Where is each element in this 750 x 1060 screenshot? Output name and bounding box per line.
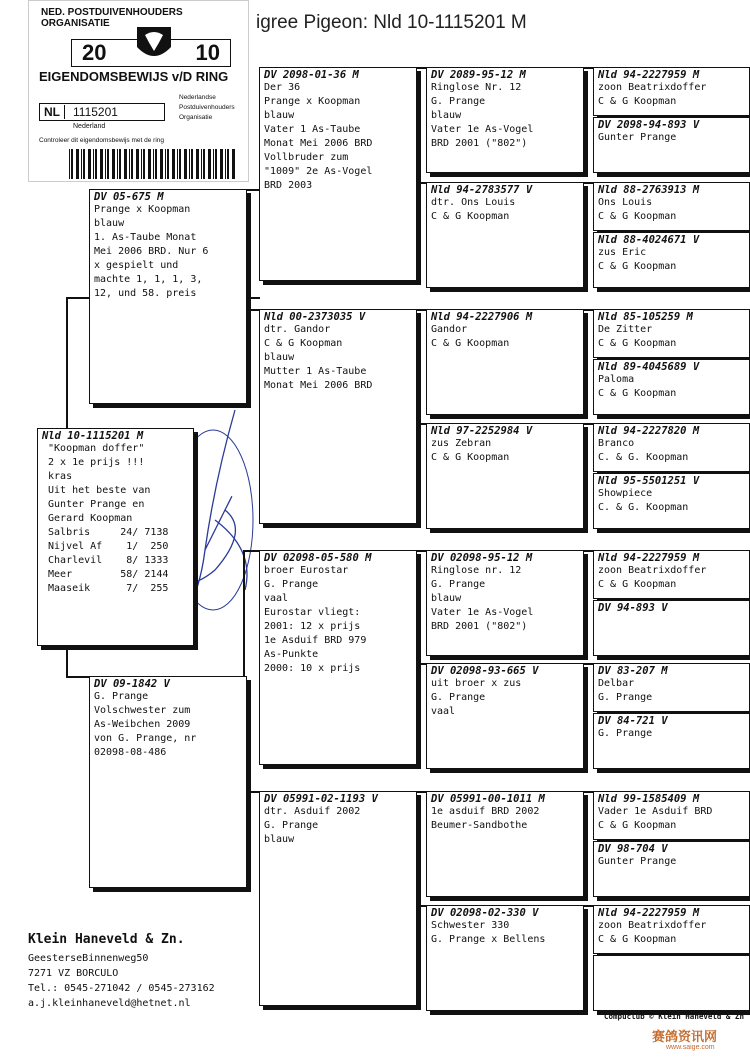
pigeon-info-line: C. & G. Koopman: [598, 452, 689, 463]
ring-number: DV 02098-95-12 M: [431, 552, 533, 564]
pigeon-info-line: G. Prange: [94, 691, 149, 702]
barcode-bar: [155, 149, 157, 179]
barcode-bar: [196, 149, 199, 179]
pigeon-info-line: Meer 58/ 2144: [42, 569, 169, 580]
ring-number: Nld 00-2373035 V: [264, 311, 366, 323]
breeder-phone: Tel.: 0545-271042 / 0545-273162: [28, 983, 215, 994]
pigeon-info-line: Beumer-Sandbothe: [431, 820, 528, 831]
pigeon-info-line: Maaseik 7/ 255: [42, 583, 169, 594]
pigeon-info-line: Schwester 330: [431, 920, 510, 931]
pigeon-info-line: blauw: [264, 352, 295, 363]
barcode-bar: [107, 149, 109, 179]
npo-line: Nederlandse: [179, 94, 216, 101]
pigeon-info-line: 2000: 10 x prijs: [264, 663, 361, 674]
compuclub-credit: Compuclub © Klein Haneveld & Zn: [604, 1012, 744, 1021]
watermark-url: www.saige.com: [666, 1044, 715, 1051]
ring-number: [594, 956, 749, 957]
pigeon-info-line: Monat Mei 2006 BRD: [264, 380, 373, 391]
year-left: 20: [82, 40, 107, 65]
ring-number: DV 84-721 V: [598, 715, 668, 727]
npo-text: [179, 93, 235, 123]
pedigree-box-g3b: [593, 359, 750, 415]
pigeon-info-line: blauw: [264, 110, 295, 121]
pigeon-info-line: Monat Mei 2006 BRD: [264, 138, 373, 149]
barcode-bar: [184, 149, 187, 179]
pedigree-box-g8b: [593, 955, 750, 1011]
ring-number: Nld 94-2227906 M: [431, 311, 533, 323]
barcode-bar: [83, 149, 85, 179]
barcode-bar: [191, 149, 193, 179]
pigeon-info-line: 2001: 12 x prijs: [264, 621, 361, 632]
barcode-bar: [177, 149, 178, 179]
ownership-label: EIGENDOMSBEWIJS v/D RING: [39, 69, 229, 84]
pigeon-info-line: G. Prange: [431, 579, 486, 590]
pigeon-info-line: blauw: [94, 218, 125, 229]
barcode-bar: [201, 149, 202, 179]
pedigree-box-g4b: [593, 473, 750, 529]
pedigree-box-dss: [426, 550, 584, 656]
pedigree-box-ss: [259, 67, 417, 281]
pigeon-info-line: C & G Koopman: [431, 338, 510, 349]
npo-line: Postduivenhouders: [179, 104, 235, 111]
page-title: igree Pigeon: Nld 10-1115201 M: [256, 12, 527, 33]
ring-number: DV 94-893 V: [598, 602, 668, 614]
pigeon-info-line: "1009" 2e As-Vogel: [264, 166, 373, 177]
organisation-name: NED. POSTDUIVENHOUDERS ORGANISATIE: [41, 7, 183, 29]
pedigree-box-ddd: [426, 905, 584, 1011]
barcode-bar: [81, 149, 82, 179]
pigeon-info-line: 1e Asduif BRD 979: [264, 635, 367, 646]
pedigree-box-g4a: [593, 423, 750, 472]
pigeon-info-line: dtr. Gandor: [264, 324, 331, 335]
barcode-bar: [153, 149, 154, 179]
pigeon-info-line: Vater 1e As-Vogel: [431, 124, 534, 135]
card-note: Controleer dit eigendomsbewijs met de ring: [39, 137, 165, 144]
ring-number: DV 2098-94-893 V: [598, 119, 700, 131]
pigeon-info-line: C & G Koopman: [598, 579, 677, 590]
pigeon-info-line: Paloma: [598, 374, 635, 385]
breeder-city: 7271 VZ BORCULO: [28, 968, 119, 979]
pedigree-box-dds: [426, 791, 584, 897]
pigeon-info-line: G. Prange: [598, 728, 653, 739]
pedigree-box-dam: [89, 676, 247, 888]
lion-logo: [131, 21, 177, 65]
barcode-bar: [76, 149, 79, 179]
pigeon-info-line: vaal: [431, 706, 456, 717]
ring-number: Nld 85-105259 M: [598, 311, 693, 323]
barcode-bar: [141, 149, 142, 179]
barcode-bar: [208, 149, 211, 179]
pigeon-info-line: zoon Beatrixdoffer: [598, 920, 707, 931]
pigeon-info-line: Vater 1 As-Taube: [264, 124, 361, 135]
pedigree-box-g5b: [593, 600, 750, 656]
barcode-bar: [167, 149, 169, 179]
ring-number: DV 02098-02-330 V: [431, 907, 539, 919]
pigeon-info-line: De Zitter: [598, 324, 653, 335]
pigeon-info-line: BRD 2001 ("802"): [431, 138, 528, 149]
barcode-bar: [124, 149, 127, 179]
barcode-bar: [189, 149, 190, 179]
pigeon-info-line: dtr. Ons Louis: [431, 197, 516, 208]
pigeon-info-line: zus Eric: [598, 247, 647, 258]
pigeon-info-line: C & G Koopman: [598, 820, 677, 831]
pedigree-box-g7a: [593, 791, 750, 840]
pigeon-info-line: 02098-08-486: [94, 747, 167, 758]
ring-number: Nld 99-1585409 M: [598, 793, 700, 805]
pedigree-box-g6a: [593, 663, 750, 712]
pedigree-box-ssd: [426, 182, 584, 288]
pigeon-info-line: Gerard Koopman: [42, 513, 133, 524]
barcode-bar: [131, 149, 133, 179]
pigeon-info-line: C & G Koopman: [431, 452, 510, 463]
pigeon-info-line: Ringlose Nr. 12: [431, 82, 522, 93]
pigeon-info-line: Gunter Prange: [598, 132, 677, 143]
ring-number: Nld 89-4045689 V: [598, 361, 700, 373]
pigeon-info-line: Der 36: [264, 82, 301, 93]
pedigree-box-g2b: [593, 232, 750, 288]
pigeon-info-line: Delbar: [598, 678, 635, 689]
pigeon-info-line: vaal: [264, 593, 289, 604]
ring-number: Nld 88-4024671 V: [598, 234, 700, 246]
barcode-bar: [93, 149, 94, 179]
pigeon-info-line: Prange x Koopman: [94, 204, 191, 215]
barcode-bar: [213, 149, 214, 179]
pigeon-info-line: G. Prange: [598, 692, 653, 703]
pigeon-info-line: Charlevil 8/ 1333: [42, 555, 169, 566]
pigeon-info-line: blauw: [431, 593, 462, 604]
ring-number: DV 2098-01-36 M: [264, 69, 359, 81]
ring-number: 1115201: [73, 105, 118, 119]
pigeon-info-line: Mei 2006 BRD. Nur 6: [94, 246, 209, 257]
pigeon-info-line: broer Eurostar: [264, 565, 349, 576]
ring-number: DV 02098-93-665 V: [431, 665, 539, 677]
barcode-bar: [227, 149, 229, 179]
pigeon-info-line: C & G Koopman: [264, 338, 343, 349]
pigeon-info-line: C & G Koopman: [598, 338, 677, 349]
barcode: [69, 149, 239, 179]
pedigree-box-g2a: [593, 182, 750, 231]
pedigree-box-sdd: [426, 423, 584, 529]
pedigree-box-g5a: [593, 550, 750, 599]
watermark-logo: 赛鸽资讯网: [652, 1029, 718, 1044]
ownership-certificate: [28, 0, 249, 182]
pedigree-box-dd: [259, 791, 417, 1006]
connector-line: [243, 550, 245, 646]
pedigree-box-g6b: [593, 713, 750, 769]
barcode-bar: [112, 149, 115, 179]
breeder-email[interactable]: a.j.kleinhaneveld@hetnet.nl: [28, 998, 191, 1009]
pigeon-info-line: Vollbruder zum: [264, 152, 349, 163]
breeder-address: GeestersеBinnenweg50: [28, 953, 149, 964]
connector-line: [66, 646, 68, 676]
pedigree-box-g3a: [593, 309, 750, 358]
pigeon-info-line: von G. Prange, nr: [94, 733, 197, 744]
pedigree-box-sds: [426, 309, 584, 415]
breeder-name: Klein Haneveld & Zn.: [28, 932, 185, 947]
pigeon-info-line: kras: [42, 471, 73, 482]
ring-number: DV 05991-00-1011 M: [431, 793, 545, 805]
ring-number: Nld 95-5501251 V: [598, 475, 700, 487]
pigeon-info-line: C & G Koopman: [598, 934, 677, 945]
ring-number: Nld 88-2763913 M: [598, 184, 700, 196]
pigeon-info-line: Showpiece: [598, 488, 653, 499]
pedigree-box-g1a: [593, 67, 750, 116]
pigeon-info-line: x gespielt und: [94, 260, 179, 271]
pedigree-box-subject: [37, 428, 194, 646]
ring-number: Nld 97-2252984 V: [431, 425, 533, 437]
pigeon-info-line: Nijvel Af 1/ 250: [42, 541, 169, 552]
year-right: 10: [195, 40, 220, 65]
barcode-bar: [95, 149, 97, 179]
pigeon-info-line: C & G Koopman: [598, 211, 677, 222]
pedigree-box-sss: [426, 67, 584, 173]
ring-number: Nld 94-2227959 M: [598, 69, 700, 81]
connector-line: [243, 646, 245, 676]
ring-number: Nld 94-2227959 M: [598, 552, 700, 564]
pigeon-info-line: Gunter Prange: [598, 856, 677, 867]
barcode-bar: [100, 149, 103, 179]
npo-line: Organisatie: [179, 114, 213, 121]
pigeon-info-line: dtr. Asduif 2002: [264, 806, 361, 817]
barcode-bar: [179, 149, 181, 179]
ring-number: Nld 10-1115201 M: [42, 430, 144, 442]
pigeon-info-line: machte 1, 1, 1, 3,: [94, 274, 203, 285]
ring-number: Nld 94-2783577 V: [431, 184, 533, 196]
barcode-bar: [225, 149, 226, 179]
ring-number: DV 02098-05-580 M: [264, 552, 372, 564]
ring-number: Nld 94-2227959 M: [598, 907, 700, 919]
pigeon-info-line: C & G Koopman: [431, 211, 510, 222]
pedigree-box-ds: [259, 550, 417, 765]
pigeon-info-line: zoon Beatrixdoffer: [598, 82, 707, 93]
pigeon-info-line: Vater 1e As-Vogel: [431, 607, 534, 618]
barcode-bar: [232, 149, 235, 179]
pigeon-info-line: Uit het beste van: [42, 485, 151, 496]
pigeon-info-line: zoon Beatrixdoffer: [598, 565, 707, 576]
pigeon-info-line: C & G Koopman: [598, 388, 677, 399]
pigeon-info-line: 2 x 1e prijs !!!: [42, 457, 145, 468]
pigeon-info-line: Salbris 24/ 7138: [42, 527, 169, 538]
pigeon-info-line: Ons Louis: [598, 197, 653, 208]
pigeon-info-line: G. Prange x Bellens: [431, 934, 546, 945]
pigeon-info-line: BRD 2001 ("802"): [431, 621, 528, 632]
barcode-bar: [129, 149, 130, 179]
ring-number: DV 2089-95-12 M: [431, 69, 526, 81]
pigeon-info-line: zus Zebran: [431, 438, 492, 449]
ring-number: DV 05-675 M: [94, 191, 164, 203]
barcode-bar: [165, 149, 166, 179]
pigeon-info-line: G. Prange: [431, 96, 486, 107]
ring-number: DV 05991-02-1193 V: [264, 793, 378, 805]
pigeon-info-line: "Koopman doffer": [42, 443, 145, 454]
barcode-bar: [119, 149, 121, 179]
connector-line: [66, 297, 90, 299]
pigeon-info-line: Volschwester zum: [94, 705, 191, 716]
pigeon-info-line: As-Punkte: [264, 649, 319, 660]
pigeon-info-line: uit broer x zus: [431, 678, 522, 689]
ring-number: Nld 94-2227820 M: [598, 425, 700, 437]
pigeon-info-line: G. Prange: [264, 820, 319, 831]
barcode-bar: [203, 149, 205, 179]
pigeon-info-line: blauw: [264, 834, 295, 845]
pigeon-info-line: C. & G. Koopman: [598, 502, 689, 513]
pigeon-info-line: Branco: [598, 438, 635, 449]
pigeon-info-line: Mutter 1 As-Taube: [264, 366, 367, 377]
barcode-bar: [136, 149, 139, 179]
connector-line: [66, 297, 68, 428]
pedigree-box-sire: [89, 189, 247, 404]
barcode-bar: [160, 149, 163, 179]
pigeon-info-line: 1e asduif BRD 2002: [431, 806, 540, 817]
pedigree-box-sd: [259, 309, 417, 524]
pigeon-info-line: 12, und 58. preis: [94, 288, 197, 299]
pigeon-info-line: Vader 1e Asduif BRD: [598, 806, 713, 817]
pedigree-box-g1b: [593, 117, 750, 173]
pigeon-info-line: C & G Koopman: [598, 261, 677, 272]
country-code: NL: [40, 105, 65, 119]
ring-number: DV 98-704 V: [598, 843, 668, 855]
pedigree-box-dsd: [426, 663, 584, 769]
ring-number-box: [39, 103, 165, 121]
country-label: Nederland: [73, 123, 106, 130]
pigeon-info-line: Gandor: [431, 324, 468, 335]
pedigree-box-g7b: [593, 841, 750, 897]
pigeon-info-line: 1. As-Taube Monat: [94, 232, 197, 243]
pigeon-info-line: G. Prange: [431, 692, 486, 703]
barcode-bar: [148, 149, 151, 179]
pigeon-info-line: BRD 2003: [264, 180, 313, 191]
ring-number: DV 83-207 M: [598, 665, 668, 677]
connector-line: [66, 676, 90, 678]
barcode-bar: [105, 149, 106, 179]
barcode-bar: [172, 149, 175, 179]
pigeon-info-line: Prange x Koopman: [264, 96, 361, 107]
connector-line: [243, 550, 260, 552]
barcode-bar: [220, 149, 223, 179]
pigeon-info-line: Ringlose nr. 12: [431, 565, 522, 576]
pigeon-info-line: Gunter Prange en: [42, 499, 145, 510]
barcode-bar: [143, 149, 145, 179]
barcode-bar: [71, 149, 73, 179]
pigeon-info-line: G. Prange: [264, 579, 319, 590]
barcode-bar: [215, 149, 217, 179]
barcode-bar: [69, 149, 70, 179]
pigeon-info-line: blauw: [431, 110, 462, 121]
barcode-bar: [117, 149, 118, 179]
barcode-bar: [88, 149, 91, 179]
pigeon-info-line: Eurostar vliegt:: [264, 607, 361, 618]
pedigree-box-g8a: [593, 905, 750, 954]
pigeon-info-line: C & G Koopman: [598, 96, 677, 107]
ring-number: DV 09-1842 V: [94, 678, 170, 690]
pigeon-info-line: As-Weibchen 2009: [94, 719, 191, 730]
